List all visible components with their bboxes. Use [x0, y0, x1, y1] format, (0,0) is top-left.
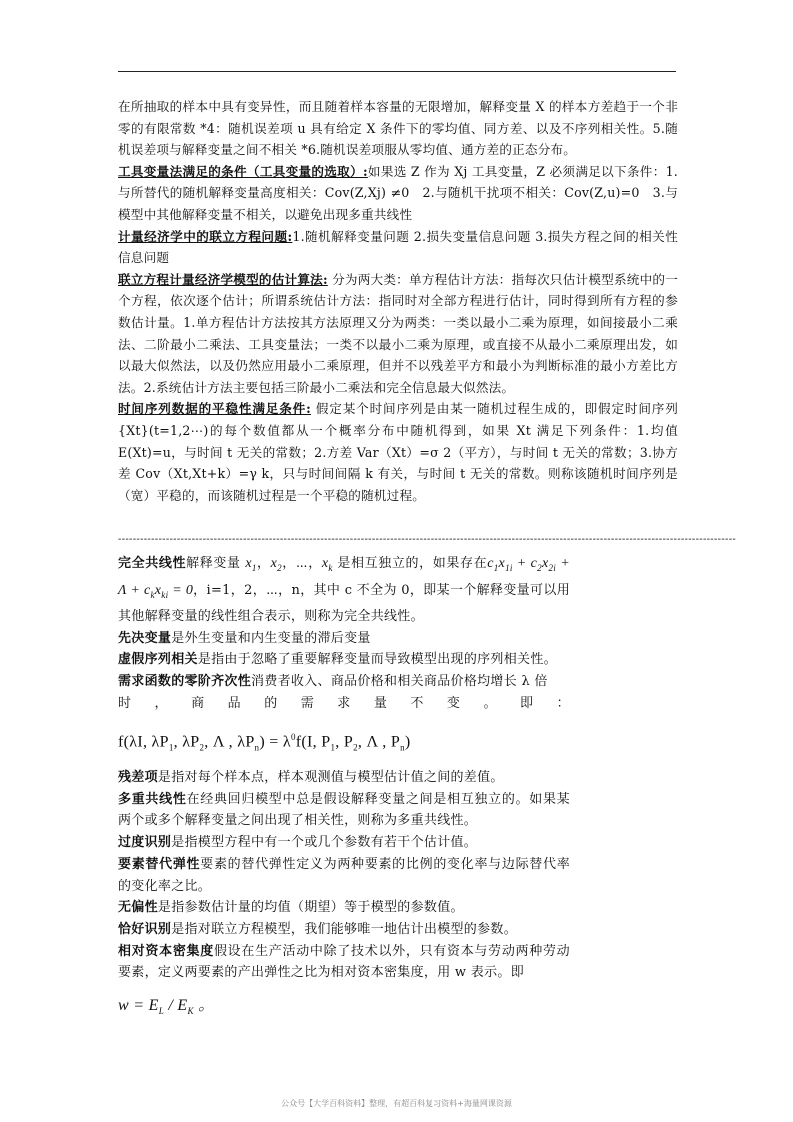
term-title: 完全共线性 — [118, 556, 187, 571]
math-x2: $x_2$ — [270, 556, 282, 573]
entry-relative-capital-intensity: 相对资本密集度假设在生产活动中除了技术以外，只有资本与劳动两种劳动要素，定义两要素的产出弹性之比为相对资本密集度，用 w 表示。即 — [118, 943, 570, 981]
term-title: 时间序列数据的平稳性满足条件: — [118, 401, 311, 417]
term-title: 需求函数的零阶齐次性 — [118, 674, 252, 690]
entry-unbiasedness: 无偏性是指参数估计量的均值（期望）等于模型的参数值。 — [118, 900, 464, 916]
term-title: 工具变量法满足的条件（工具变量的选取）: — [118, 163, 368, 179]
term-title: 联立方程计量经济学模型的估计算法: — [118, 271, 328, 287]
entry-spurious-correlation: 虚假序列相关是指由于忽略了重要解释变量而导致模型出现的序列相关性。 — [118, 652, 557, 668]
term-body: 假定某个时间序列是由某一随机过程生成的，即假定时间序列{Xt}(t=1,2⋯)的每个数值都从一个概率分布中随机得到，如果 Xt 满足下列条件：1.均值 E(Xt)=u，与时间 t 无关的常数；2.方差 Var（Xt）=σ 2（平方），与时间 t 无关的常数；3.协方差 Cov（Xt,Xt+k）=γ k，只与时间间隔 k 有关，与时间 t 无关的常数。则称该随机时间序列是（宽）平稳的，而该随机过程是一个平稳的随机过程。 — [118, 401, 678, 503]
page-footer: 公众号【大学百科资料】整理，有超百科复习资料+海量网课资源 — [281, 1099, 512, 1108]
term-title: 虚假序列相关 — [118, 652, 198, 668]
paragraph-assumptions: 在所抽取的样本中具有变异性，而且随着样本容量的无限增加，解释变量 X 的样本方差趋于一个非零的有限常数 *4：随机误差项 u 具有给定 X 条件下的零均值、同方差、以及不序列相关性。5.随机误差项与解释变量之间不相关 *6.随机误差项服从零均值、通方差的正态分布。 — [118, 99, 678, 158]
entry-homogeneity: 需求函数的零阶齐次性消费者收入、商品价格和相关商品价格均增长 λ 倍 — [118, 674, 548, 690]
entry-residual: 残差项是指对每个样本点，样本观测值与模型估计值之间的差值。 — [118, 770, 504, 786]
term-title: 恰好识别 — [118, 921, 172, 937]
term-title: 先决变量 — [118, 630, 172, 646]
term-title: 计量经济学中的联立方程问题: — [118, 228, 293, 244]
dashed-divider: ------------------------------------------------------------------------------------------------------------------------------------------------------------------------ — [118, 534, 737, 545]
paragraph-estimation-methods — [118, 269, 678, 399]
entry-elasticity-substitution: 要素替代弹性要素的替代弹性定义为两种要素的比例的变化率与边际替代率的变化率之比。 — [118, 856, 570, 894]
formula-w: $w = E_L / E_K$ 。 — [118, 997, 215, 1017]
paragraph-stationarity — [118, 398, 678, 506]
formula-homogeneity: f(λI, $\lambda P_1$, $\lambda P_2$, Λ , $\lambda P_n) = \lambda^0f(I$, $P_1$, $P_2$, Λ , $P_n$) — [118, 731, 411, 753]
term-body: 1.随机解释变量问题 2.损失变量信息问题 3.损失方程之间的相关性信息问题 — [118, 228, 678, 266]
section-glossary — [118, 553, 570, 1025]
term-body: 如果选 Z 作为 Xj 工具变量，Z 必须满足以下条件：1.与所替代的随机解释变量高度相关：Cov(Z,Xj) ≠0 2.与随机干扰项不相关：Cov(Z,u)=0 3.与模型中其他解释变量不相关，以避免出现多重共线性 — [118, 163, 678, 222]
math-xk: $x_k$ — [321, 556, 333, 573]
entry-multicollinearity: 多重共线性在经典回归模型中总是假设解释变量之间是相互独立的。如果某两个或多个解释变量之间出现了相关性，则称为多重共线性。 — [118, 791, 570, 829]
term-body: 分为两大类：单方程估计方法：指每次只估计模型系统中的一个方程，依次逐个估计；所谓系统估计方法：指同时对全部方程进行估计，同时得到所有方程的参数估计量。1.单方程估计方法按其方法原理又分为两类：一类以最小二乘为原理，如间接最小二乘法、二阶最小二乘法、工具变量法；一类不以最小二乘为原理，或直接不从最小二乘原理出发，如以最大似然法，以及仍然应用最小二乘原理，但并不以残差平方和最小为判断标准的最小方差比方法。2.系统估计方法主要包括三阶最小二乘法和完全信息最大似然法。 — [118, 271, 678, 395]
term-title: 残差项 — [118, 770, 158, 786]
paragraph-simultaneous-equations — [118, 226, 678, 269]
entry-perfect-collinearity: 完全共线性解释变量 $x_1$，$x_2$，⋯，$x_k$ 是相互独立的，如果存在$c_1x_{1i} + c_2x_{2i} + \Lambda + c_kx_{ki} = 0$，i=1，2，⋯，n，其中 c 不全为 0，即某一个解释变量可以用其他解释变量的线性组合表示，则称为完全共线性。 — [118, 556, 571, 624]
term-title: 无偏性 — [118, 900, 158, 916]
math-x1: $x_1$ — [245, 556, 257, 573]
math-linear-combination: $c_1x_{1i} + c_2x_{2i} + \Lambda + c_kx_{ki} = 0$ — [118, 556, 570, 600]
term-title: 多重共线性 — [118, 791, 187, 807]
entry-just-identification: 恰好识别是指对联立方程模型，我们能够唯一地估计出模型的参数。 — [118, 921, 518, 937]
entry-predetermined-variable: 先决变量是外生变量和内生变量的滞后变量 — [118, 630, 371, 646]
section-top — [118, 96, 678, 506]
header-rule — [118, 71, 676, 72]
spread-line: 时 ， 商 品 的 需 求 量 不 变 。 即 ： — [118, 695, 570, 711]
term-title: 过度识别 — [118, 835, 172, 851]
entry-over-identification: 过度识别是指模型方程中有一个或几个参数有若干个估计值。 — [118, 835, 478, 851]
term-title: 相对资本密集度 — [118, 943, 214, 959]
paragraph-instrumental-variable — [118, 161, 678, 226]
term-title: 要素替代弹性 — [118, 856, 201, 872]
